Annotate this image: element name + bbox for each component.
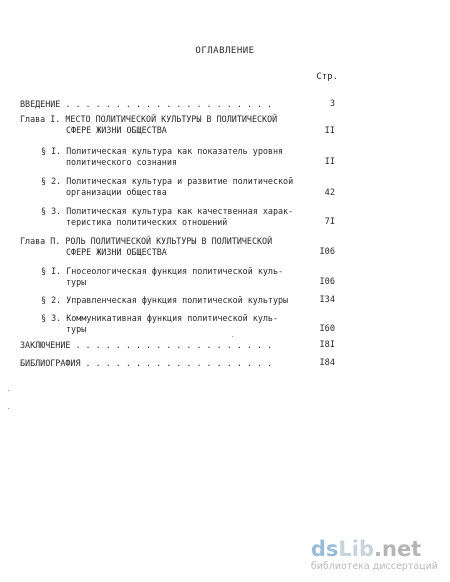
page-column-label: Стр. [316,72,338,82]
toc-page-number: I60 [319,324,335,334]
toc-section-2-1: § I. Гносеологическая функция политической куль- [41,266,284,276]
scan-speck [232,336,233,337]
toc-section-1-2: § 2. Политическая культура и развитие политической [41,176,294,186]
toc-section-1-3-cont: теристика политических отношений [66,217,228,227]
watermark [311,538,438,572]
toc-section-1-1: § I. Политическая культура как показатель уровня [41,146,284,156]
toc-chapter-2-title-cont: СФЕРЕ ЖИЗНИ ОБЩЕСТВА [66,247,167,257]
toc-section-1-3: § 3. Политическая культура как качественная харак- [41,206,294,216]
toc-page-number: I8I [319,340,335,350]
toc-page-number: II [324,126,335,136]
toc-entry-conclusion: ЗАКЛЮЧЕНИЕ . . . . . . . . . . . . . . . . . . . . [20,340,273,350]
toc-section-2-3: § 3. Коммуникативная функция политической куль- [41,313,278,323]
toc-section-2-3-cont: туры [66,324,87,334]
toc-page-number: II [324,157,335,167]
toc-chapter-1-title-cont: СФЕРЕ ЖИЗНИ ОБЩЕСТВА [66,125,167,135]
toc-page-number: 7I [324,217,335,227]
toc-entry-introduction: ВВЕДЕНИЕ . . . . . . . . . . . . . . . . . . . . . [20,99,273,109]
toc-chapter-1-title: Глава I. МЕСТО ПОЛИТИЧЕСКОЙ КУЛЬТУРЫ В ПОЛИТИЧЕСКОЙ [20,114,278,124]
toc-page-number: 3 [329,99,335,109]
watermark-subtitle: библиотека диссертаций [310,561,438,572]
scan-speck [8,408,9,409]
scan-speck [8,390,9,391]
toc-page-number: I84 [319,358,335,368]
toc-section-1-1-cont: политического сознания [66,157,177,167]
watermark-logo: dsLib.net [310,537,422,561]
toc-chapter-2-title: Глава П. РОЛЬ ПОЛИТИЧЕСКОЙ КУЛЬТУРЫ В ПОЛИТИЧЕСКОЙ [20,236,273,246]
toc-section-1-2-cont: организации общества [66,187,167,197]
toc-section-2-2: § 2. Управленческая функция политической культуры [41,295,289,305]
toc-page-number: 42 [324,188,335,198]
toc-page-number: I06 [319,277,335,287]
toc-section-2-1-cont: туры [66,277,87,287]
toc-page-number: I34 [319,295,335,305]
toc-heading: ОГЛАВЛЕНИЕ [195,46,255,56]
toc-entry-bibliography: БИБЛИОГРАФИЯ . . . . . . . . . . . . . . . . . . . [20,358,273,368]
toc-page-number: I06 [319,247,335,257]
